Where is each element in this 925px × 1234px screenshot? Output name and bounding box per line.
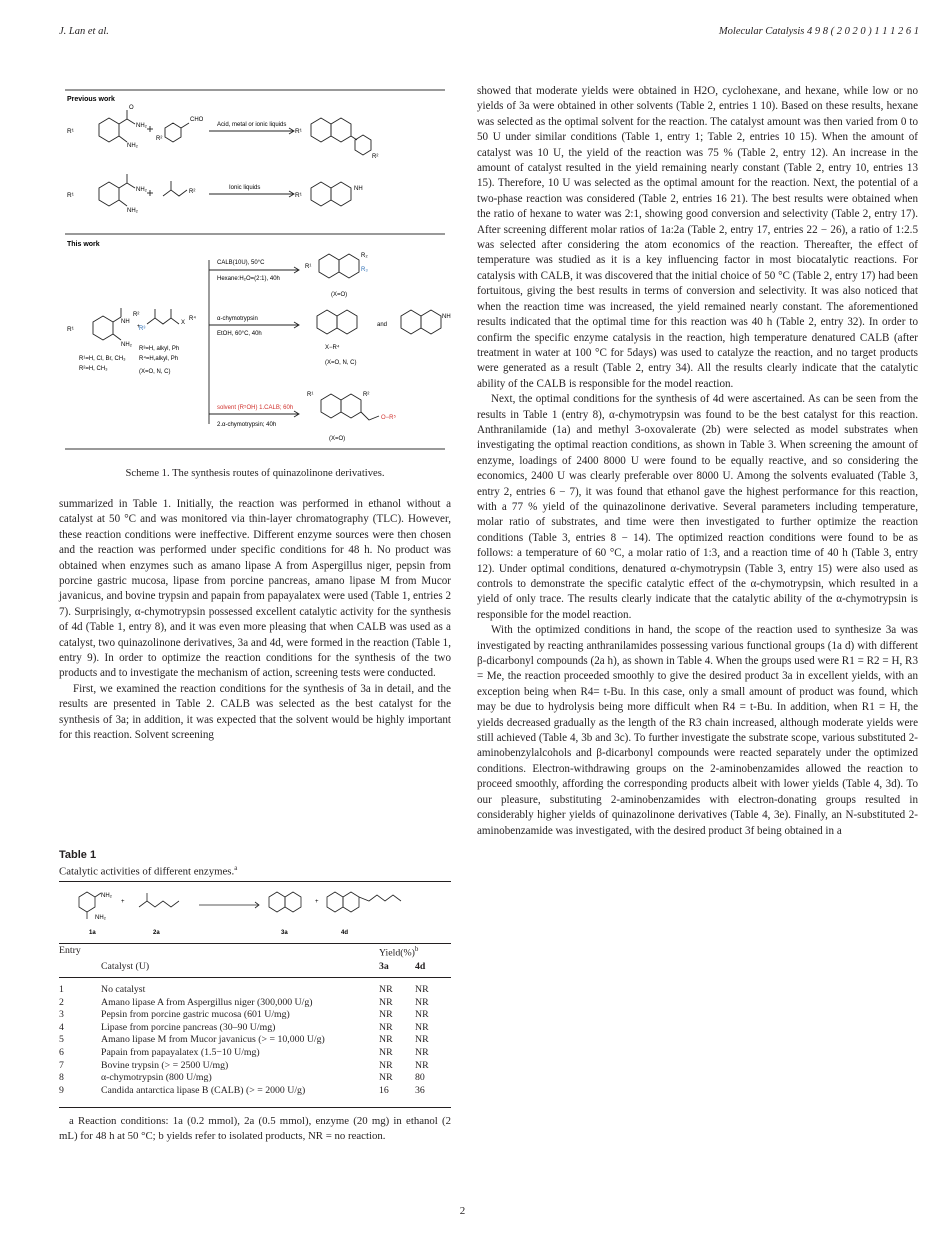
svg-text:+: +	[315, 899, 319, 905]
svg-text:CALB(10U), 50°C: CALB(10U), 50°C	[217, 260, 265, 266]
svg-text:X: X	[181, 320, 186, 326]
table-cell-entry: 6	[59, 1046, 64, 1058]
table-cell-catalyst: Papain from papayalatex (1.5−10 U/mg)	[101, 1046, 260, 1058]
table-cell-y4d: 80	[415, 1072, 425, 1084]
right-column-text	[477, 84, 918, 839]
svg-text:+: +	[121, 899, 125, 905]
svg-text:R¹: R¹	[67, 192, 74, 199]
table-cell-catalyst: Amano lipase A from Aspergillus niger (300,000 U/g)	[101, 996, 313, 1008]
svg-text:+: +	[137, 324, 141, 330]
running-header-authors: J. Lan et al.	[59, 26, 109, 37]
table-cell-entry: 4	[59, 1021, 64, 1033]
svg-text:R²: R²	[189, 189, 196, 195]
label-this-work: This work	[67, 241, 100, 248]
svg-text:R₂: R₂	[361, 253, 368, 259]
paragraph: summarized in Table 1. Initially, the reaction was performed in ethanol without a catalyst at 50 °C and was monitored via thin-layer chromatography (TLC). However, these reaction conditions were ineffective. Different enzyme sources were then chosen and the reaction was performed under specific conditions for 48 h. No product was obtained when enzymes such as amano lipase A from Aspergillus niger, pepsin from porcine gastric mucosa, lipase from porcine pancreas, amano lipase M from Mucor javanicus, and bovine trypsin and papain from papayalatex were used (Table 1, entries 2 7). Surprisingly, α-chymotrypsin possessed excellent catalytic activity for the synthesis of 4d (Table 1, entry 8), and it was even more pleasing that when CALB was used as a catalyst, two quinazolinone derivatives, 3a and 4d, were formed in the reaction (Table 1, entry 9). In order to optimize the reaction conditions for the synthesis of the two products and to investigate the mechanism of action, screening tests were conducted.	[59, 498, 451, 680]
table-title: Catalytic activities of different enzymes.$^a$	[59, 864, 238, 878]
svg-text:2.α-chymotrypsin; 40h: 2.α-chymotrypsin; 40h	[217, 422, 277, 428]
svg-text:NH₂: NH₂	[101, 893, 112, 899]
table-cell-y3a: 16	[379, 1084, 389, 1096]
svg-text:NH₂: NH₂	[127, 143, 138, 149]
table-cell-entry: 7	[59, 1059, 64, 1071]
table-cell-y3a: NR	[379, 1072, 393, 1084]
paragraph: With the optimized conditions in hand, the scope of the reaction used to synthesize 3a was investigated by reacting anthranilamides possessing various functional groups (1a d) with different β-dicarbonyl compounds (2a h), as shown in Table 4. When the groups used were R1 = R2 = H, R3 = Me, the reaction proceeded smoothly to give the desired product 3a in excellent yields, with an exception being when R4= t-Bu. In this case, only a small amount of product was found, which may be due to hydrolysis being more difficult when R4 = t-Bu. In addition, when R1 = H, the yields decreased gradually as the length of the R3 chain increased, although moderate yields were still achieved (Table 4, 3b and 3c). To further investigate the substrate scope, various substituted 2-aminobenzylalcohols and β-dicarbonyl compounds were reacted separately under the optimized conditions. Electron-withdrawing groups on the 2-aminobenzamides allowed the reaction to proceed smoothly, affording the corresponding products albeit with lower yields (Table 4, 3d). To our pleasure, substituting 2-aminobenzamides with electron-donating groups resulted in considerably higher yields of quinazolinone derivatives (Table 4, 3e). Finally, an N-substituted 2-aminobenzamide was investigated, with the desired product 3f being obtained in a	[477, 624, 918, 837]
svg-text:solvent (R⁵OH) 1.CALB; 60h: solvent (R⁵OH) 1.CALB; 60h	[217, 405, 294, 411]
table-cell-y4d: NR	[415, 984, 429, 995]
table-1	[59, 945, 451, 1097]
svg-text:R¹: R¹	[305, 264, 312, 270]
svg-text:NH₂: NH₂	[121, 342, 132, 348]
svg-text:EtOH, 60°C, 40h: EtOH, 60°C, 40h	[217, 331, 262, 337]
svg-text:NH₂: NH₂	[136, 187, 147, 193]
table-cell-y4d: 36	[415, 1084, 425, 1096]
svg-text:R¹=H, Cl, Br, CH₃: R¹=H, Cl, Br, CH₃	[79, 356, 126, 362]
svg-text:R¹: R¹	[67, 326, 74, 333]
table-cell-y3a: NR	[379, 1059, 393, 1071]
svg-text:NH₂: NH₂	[136, 123, 147, 129]
svg-text:R²: R²	[372, 154, 379, 160]
table-cell-catalyst: α-chymotrypsin (800 U/mg)	[101, 1072, 212, 1084]
table-cell-y4d: NR	[415, 1009, 429, 1021]
table-footnote: a Reaction conditions: 1a (0.2 mmol), 2a (0.5 mmol), enzyme (20 mg) in ethanol (2 mL) for 48 h at 50 °C; b yields refer to isolated products, NR = no reaction.	[59, 1115, 451, 1142]
svg-text:Ionic liquids: Ionic liquids	[229, 185, 261, 191]
table-cell-entry: 1	[59, 984, 64, 995]
table-cell-catalyst: Candida antarctica lipase B (CALB) (> = 2000 U/g)	[101, 1084, 306, 1096]
table-cell-entry: 9	[59, 1084, 64, 1096]
page-number: 2	[459, 1205, 466, 1217]
svg-text:R¹: R¹	[295, 128, 302, 135]
left-column-text	[59, 497, 451, 744]
svg-text:R²: R²	[133, 312, 140, 318]
table-cell-catalyst: No catalyst	[101, 984, 146, 995]
table-cell-y3a: NR	[379, 996, 393, 1008]
table-cell-catalyst: Lipase from porcine pancreas (30–90 U/mg)	[101, 1021, 276, 1033]
col-header-entry: Entry	[59, 945, 81, 956]
svg-text:1a: 1a	[89, 930, 96, 936]
svg-text:R²: R²	[156, 136, 163, 142]
table-row	[59, 984, 451, 997]
paragraph: First, we examined the reaction conditions for the synthesis of 3a in detail, and the results are presented in Table 2. CALB was selected as the best catalyst for the synthesis of 3a; in addition, it was expected that the solvent would be highly important for this reaction. Solvent screening	[59, 682, 451, 742]
svg-text:R⁴=H,alkyl, Ph: R⁴=H,alkyl, Ph	[139, 356, 179, 362]
table-row	[59, 1047, 451, 1060]
table-cell-y4d: NR	[415, 1034, 429, 1046]
svg-text:4d: 4d	[341, 930, 349, 936]
table-row	[59, 1072, 451, 1085]
svg-text:R₃: R₃	[361, 267, 368, 273]
svg-text:R³=H, alkyl, Ph: R³=H, alkyl, Ph	[139, 346, 180, 352]
table-cell-y4d: NR	[415, 996, 429, 1008]
svg-text:α-chymotrypsin: α-chymotrypsin	[217, 316, 258, 322]
table-cell-catalyst: Bovine trypsin (> = 2500 U/mg)	[101, 1059, 229, 1071]
table-row	[59, 1085, 451, 1098]
table-cell-entry: 8	[59, 1072, 64, 1084]
table-cell-catalyst: Pepsin from porcine gastric mucosa (601 U/mg)	[101, 1009, 290, 1021]
svg-text:R⁴: R⁴	[189, 316, 196, 322]
svg-text:R¹: R¹	[295, 192, 302, 199]
svg-text:2a: 2a	[153, 930, 160, 936]
svg-text:Hexane:H₂O=(2:1), 40h: Hexane:H₂O=(2:1), 40h	[217, 276, 280, 282]
svg-text:CHO: CHO	[190, 117, 204, 123]
table-label: Table 1	[59, 849, 97, 861]
svg-text:NH₂: NH₂	[95, 915, 106, 921]
svg-text:R³: R³	[139, 326, 146, 332]
table-cell-y3a: NR	[379, 1046, 393, 1058]
svg-text:3a: 3a	[281, 930, 288, 936]
table-cell-y4d: NR	[415, 1059, 429, 1071]
svg-text:O: O	[129, 105, 134, 111]
svg-text:(X=O, N, C): (X=O, N, C)	[139, 369, 171, 375]
table-cell-y3a: NR	[379, 1009, 393, 1021]
col-header-3a: 3a	[379, 961, 389, 972]
col-header-catalyst: Catalyst (U)	[101, 961, 150, 972]
svg-text:NH: NH	[442, 314, 451, 320]
svg-text:and: and	[377, 322, 388, 328]
svg-text:(X=O): (X=O)	[329, 436, 346, 442]
table-row	[59, 1022, 451, 1035]
col-header-4d: 4d	[415, 961, 426, 972]
table-cell-y3a: NR	[379, 984, 393, 995]
table-cell-y4d: NR	[415, 1021, 429, 1033]
col-header-yield: Yield(%)$^b$	[379, 945, 419, 959]
table-cell-y3a: NR	[379, 1034, 393, 1046]
table-row	[59, 1034, 451, 1047]
scheme-caption	[59, 468, 451, 479]
svg-text:NH: NH	[354, 186, 363, 192]
table-row	[59, 1009, 451, 1022]
scheme-1-figure	[59, 84, 451, 454]
table-cell-entry: 2	[59, 996, 64, 1008]
svg-text:NH: NH	[121, 319, 130, 325]
svg-text:R¹: R¹	[307, 392, 314, 398]
svg-text:R¹: R¹	[67, 128, 74, 135]
paragraph: showed that moderate yields were obtained in H2O, cyclohexane, and hexane, while low or no yields of 3a were obtained in other solvents (Table 2, entries 1 10). Based on these results, hexane was selected as the optimal solvent for the reaction. The catalyst amount was then varied from 0 to 50 U under similar conditions (Table 1, entry 1; Table 2, entries 10 15). When the amount of catalyst was 10 U, the yield of the reaction was 75 % (Table 2, entry 12). An increase in the amount of catalyst resulted in the yield remaining nearly constant (Table 2, entry 10, entries 13 15). Therefore, 10 U was selected as the optimal amount for the reaction. Next, the potential of a two-phase reaction was considered (Table 2, entries 16 21). The best results were obtained when the ratio of hexane to water was 2:1, showing good conversion and selectivity (Table 2, entry 17). After screening different molar ratios of 1a:2a (Table 2, entry 17, entries 22 − 26), a ratio of 1:2.5 was selected after considering the atom economics of the reaction. Thereafter, the effect of temperature was studied as it is a key influencing factor in most biocatalytic reactions. For catalysis with CALB, it was discovered that the initial choice of 50 °C (Table 2, entry 17) had been fortuitous, giving the best results in terms of conversion and selectivity. It was also noticed that when the reaction time was increased, the yield remained nearly constant. The aforementioned results indicated that the optimal time for this reaction was 40 h (Table 2, entry 32). In order to confirm the specific enzyme catalysis in the reaction, high temperature denatured CALB (after treatment in water at 100 °C for 5days) was used to catalyze the reaction, and no target products were generated as a result (Table 2, entry 34). All the results clearly indicate that the catalytic ability of the CALB is responsible for the model reaction.	[477, 85, 918, 390]
table-cell-entry: 5	[59, 1034, 64, 1046]
svg-text:NH₂: NH₂	[127, 208, 138, 214]
svg-text:R²=H, CH₃: R²=H, CH₃	[79, 366, 108, 372]
table-cell-y3a: NR	[379, 1021, 393, 1033]
table-1-reaction	[59, 883, 451, 941]
svg-text:X−R⁴: X−R⁴	[325, 345, 340, 351]
table-cell-catalyst: Amano lipase M from Mucor javanicus (> = 10,000 U/g)	[101, 1034, 325, 1046]
svg-text:R²: R²	[363, 392, 370, 398]
svg-text:Acid, metal or ionic liquids: Acid, metal or ionic liquids	[217, 122, 287, 128]
scheme-caption-text: Scheme 1. The synthesis routes of quinazolinone derivatives.	[125, 468, 385, 479]
svg-text:O−R⁵: O−R⁵	[381, 415, 396, 421]
svg-text:(X=O, N, C): (X=O, N, C)	[325, 360, 357, 366]
table-row	[59, 997, 451, 1010]
table-cell-y4d: NR	[415, 1046, 429, 1058]
paragraph: Next, the optimal conditions for the synthesis of 4d were ascertained. As can be seen from the results in Table 1 (entry 8), α-chymotrypsin was found to be the best catalyst for this reaction. Anthranilamide (1a) and methyl 3-oxovalerate (2b) were selected as model substrates when investigating the optimal reaction conditions, as shown in Table 3. When screening the amount of enzyme, loadings of 2400 8000 U were found to be equally reactive, and so considering the economics, 2400 U was clearly preferable over 8000 U. Among the solvents evaluated (Table 3, entry 2, entries 6 − 7), it was found that ethanol gave the highest performance for this reaction, with a 77 % yield of the quinazolinone derivative. Several parameters including temperature, molar ratio of substrates, and time were then investigated to further optimize the reaction conditions (Table 3, entries 8 − 14). The optimized reaction conditions were found to be as follows: a temperature of 60 °C, a molar ratio of 1:3, and a reaction time of 40 h (Table 3, entry 12). Under optimal conditions, denatured α-chymotrypsin (Table 3, entry 15) were also used as controls to demonstrate the specific catalytic effect of the α-chymotrypsin, which resulted in a yield of only trace. The results clearly indicate that the catalytic ability of the α-chymotrypsin is responsible for the model reaction.	[477, 393, 918, 621]
running-header-journal: Molecular Catalysis 4 9 8 ( 2 0 2 0 ) 1 1 1 2 6 1	[718, 26, 919, 37]
table-row	[59, 1060, 451, 1073]
label-previous-work: Previous work	[67, 96, 115, 103]
table-cell-entry: 3	[59, 1009, 64, 1021]
svg-text:(X=O): (X=O)	[331, 292, 348, 298]
